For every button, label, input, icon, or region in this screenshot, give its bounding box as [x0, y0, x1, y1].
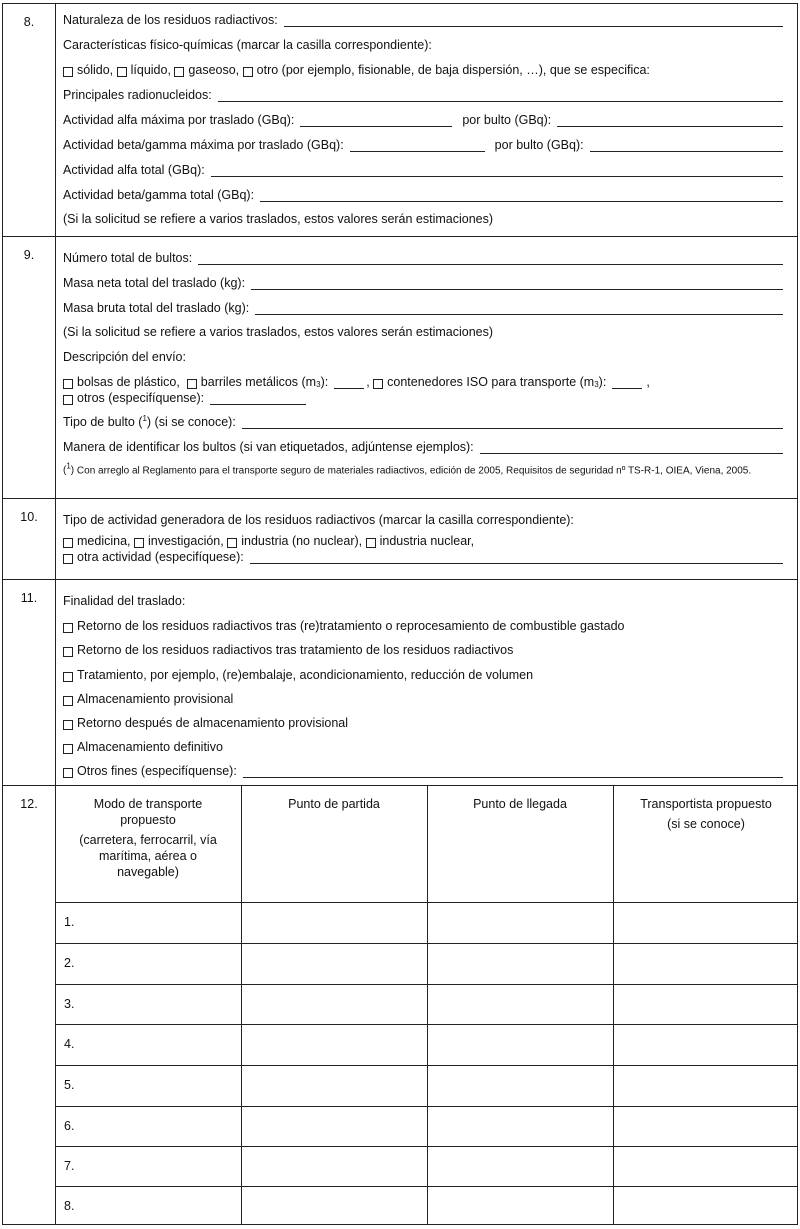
section-9: 9. Número total de bultos: Masa neta total del traslado (kg): Masa bruta total del traslado (kg): (Si la solicitud se refiere a varios traslados, estos valores serán estimaciones) Descripción del envío: bolsas de plástico, barriles metálicos (m $_3$ ): , contenedores ISO para transporte (m $_3$ ): , otros (especifíquense): Tipo de bulto ($^1$) (si se conoce): Manera de identificar los bultos (si van etiquetados, adjúntense ejemplos): ($^1$) Con arreglo al Reglamento para el transporte seguro de materiales radiactivos, edición de 2005, Requisitos de seguridad nº TS-R-1, OIEA, Viena, 2005.	[3, 236, 797, 499]
table-row: 1.	[64, 915, 75, 929]
section-10: 10. Tipo de actividad generadora de los residuos radiactivos (marcar la casilla correspondiente): medicina, investigación, industria (no nuclear), industria nuclear, otra actividad (especifíquese):	[3, 498, 797, 580]
checkbox-purpose-2[interactable]	[63, 647, 73, 657]
checkbox-iso-containers[interactable]	[373, 379, 383, 389]
total-packages-field[interactable]	[198, 254, 783, 265]
checkbox-medicine[interactable]	[63, 538, 73, 548]
checkbox-purpose-4[interactable]	[63, 696, 73, 706]
checkbox-other-activity[interactable]	[63, 554, 73, 564]
metal-drums-field[interactable]	[334, 378, 364, 389]
iso-containers-field[interactable]	[612, 378, 642, 389]
radionuclides-label: Principales radionucleidos:	[63, 88, 212, 102]
alpha-max-label: Actividad alfa máxima por traslado (GBq):	[63, 113, 295, 127]
per-package-label: por bulto (GBq):	[462, 113, 552, 127]
checkbox-metal-drums[interactable]	[187, 379, 197, 389]
section-number: 9.	[23, 248, 35, 262]
transport-table	[55, 786, 797, 1225]
section-12	[3, 785, 797, 1225]
header-carrier: Transportista propuesto (si se conoce)	[640, 797, 772, 831]
header-transport-mode: Modo de transporte propuesto (carretera, ferrocarril, vía marítima, aérea o navegable)	[79, 797, 217, 879]
footnote: ($^1$) Con arreglo al Reglamento para el transporte seguro de materiales radiactivos, edición de 2005, Requisitos de seguridad nº TS-R-1, OIEA, Viena, 2005.	[63, 462, 752, 477]
form-sheet	[2, 3, 798, 1225]
package-identification-label: Manera de identificar los bultos (si van etiquetados, adjúntense ejemplos):	[63, 440, 474, 454]
header-start-point: Punto de partida	[288, 797, 380, 811]
beta-total-label: Actividad beta/gamma total (GBq):	[63, 188, 255, 202]
beta-max-field[interactable]	[350, 141, 485, 152]
shipment-description-label: Descripción del envío:	[63, 350, 186, 364]
package-identification-field[interactable]	[480, 443, 783, 454]
activity-type-label: Tipo de actividad generadora de los residuos radiactivos (marcar la casilla correspondiente):	[63, 513, 574, 527]
checkbox-industry-non-nuclear[interactable]	[227, 538, 237, 548]
physchem-label: Características físico-químicas (marcar la casilla correspondiente):	[63, 38, 432, 52]
section-11: 11. Finalidad del traslado: Retorno de los residuos radiactivos tras (re)tratamiento o reprocesamiento de combustible gastado Retorno de los residuos radiactivos tras tratamiento de los residuos radiactivos Tratamiento, por ejemplo, (re)embalaje, acondicionamiento, reducción de volumen Almacenamiento provisional Retorno después de almacenamiento provisional Almacenamiento definitivo Otros fines (especifíquense):	[3, 579, 797, 786]
radionuclides-field[interactable]	[218, 91, 783, 102]
table-row: 8.	[64, 1199, 75, 1213]
gross-mass-field[interactable]	[255, 304, 783, 315]
checkbox-gaseous[interactable]	[174, 67, 184, 77]
checkbox-liquid[interactable]	[117, 67, 127, 77]
header-end-point: Punto de llegada	[473, 797, 567, 811]
package-type-field[interactable]	[242, 418, 783, 429]
checkbox-other[interactable]	[243, 67, 253, 77]
other-purpose-field[interactable]	[243, 767, 783, 778]
waste-nature-field[interactable]	[284, 16, 783, 27]
gross-mass-label: Masa bruta total del traslado (kg):	[63, 301, 250, 315]
checkbox-research[interactable]	[134, 538, 144, 548]
checkbox-nuclear-industry[interactable]	[366, 538, 376, 548]
checkbox-purpose-1[interactable]	[63, 623, 73, 633]
others-field[interactable]	[210, 394, 306, 405]
beta-per-package-field[interactable]	[590, 141, 783, 152]
beta-max-label: Actividad beta/gamma máxima por traslado (GBq):	[63, 138, 344, 152]
purpose-label: Finalidad del traslado:	[63, 594, 186, 608]
table-row: 2.	[64, 956, 75, 970]
package-type-label: Tipo de bulto ($^1$) (si se conoce):	[63, 413, 236, 429]
estimate-note: (Si la solicitud se refiere a varios traslados, estos valores serán estimaciones)	[63, 325, 494, 339]
table-row: 7.	[64, 1159, 75, 1173]
checkbox-purpose-5[interactable]	[63, 720, 73, 730]
alpha-max-field[interactable]	[300, 116, 452, 127]
table-row: 5.	[64, 1078, 75, 1092]
checkbox-purpose-other[interactable]	[63, 768, 73, 778]
section-number: 8.	[23, 15, 35, 29]
alpha-total-label: Actividad alfa total (GBq):	[63, 163, 205, 177]
section-number: 10.	[20, 510, 38, 524]
alpha-total-field[interactable]	[211, 166, 783, 177]
checkbox-solid[interactable]	[63, 67, 73, 77]
net-mass-field[interactable]	[251, 279, 783, 290]
checkbox-others[interactable]	[63, 395, 73, 405]
net-mass-label: Masa neta total del traslado (kg):	[63, 276, 246, 290]
estimate-note: (Si la solicitud se refiere a varios traslados, estos valores serán estimaciones)	[63, 212, 494, 226]
section-number: 12.	[20, 797, 38, 811]
table-row: 6.	[64, 1119, 75, 1133]
checkbox-purpose-6[interactable]	[63, 744, 73, 754]
table-row: 3.	[64, 997, 75, 1011]
section-8: 8. Naturaleza de los residuos radiactivos: Características físico-químicas (marcar la casilla correspondiente): sólido, líquido, gaseoso, otro (por ejemplo, fisionable, de baja dispersión, …), que se especifica: Principales radionucleidos: Actividad alfa máxima por traslado (GBq): por bulto (GBq): Actividad beta/gamma máxima por traslado (GBq): por bulto (GBq): Actividad alfa total (GBq): Actividad beta/gamma total (GBq): (Si la solicitud se refiere a varios traslados, estos valores serán estimaciones)	[3, 4, 797, 236]
total-packages-label: Número total de bultos:	[63, 251, 193, 265]
other-activity-field[interactable]	[250, 553, 783, 564]
beta-total-field[interactable]	[260, 191, 783, 202]
checkbox-plastic-bags[interactable]	[63, 379, 73, 389]
table-row: 4.	[64, 1037, 75, 1051]
waste-nature-label: Naturaleza de los residuos radiactivos:	[63, 13, 278, 27]
per-package-label: por bulto (GBq):	[494, 138, 584, 152]
checkbox-purpose-3[interactable]	[63, 672, 73, 682]
section-number: 11.	[20, 591, 38, 605]
alpha-per-package-field[interactable]	[557, 116, 783, 127]
